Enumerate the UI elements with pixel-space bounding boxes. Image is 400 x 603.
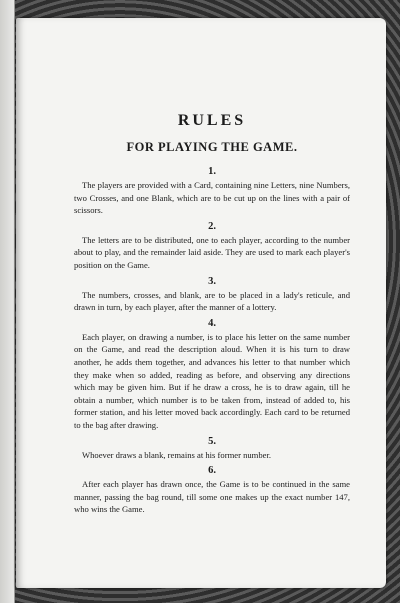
rule-5 xyxy=(74,436,350,462)
rule-2 xyxy=(74,221,350,272)
page-title: RULES xyxy=(177,112,247,129)
rule-text: The numbers, crosses, and blank, are to be placed in a lady's reticule, and drawn in turn, by each player, after the manner of a lottery. xyxy=(74,289,350,313)
book-gutter xyxy=(0,0,15,603)
rule-number: 6. xyxy=(208,465,216,477)
page-subtitle: FOR PLAYING THE GAME. xyxy=(126,140,298,154)
rule-text: The players are provided with a Card, containing nine Letters, nine Numbers, two Crosses, and one Blank, which are to be cut up on the lines with a pair of scissors. xyxy=(74,180,350,216)
rule-6 xyxy=(74,465,350,516)
rule-number: 4. xyxy=(208,317,216,329)
rule-text: Whoever draws a blank, remains at his former number. xyxy=(82,449,271,460)
rule-number: 5. xyxy=(208,435,216,447)
rule-text: After each player has drawn once, the Game is to be continued in the same manner, passing the bag round, till some one makes up the exact number 147, who wins the Game. xyxy=(74,479,350,515)
rule-number: 2. xyxy=(208,220,216,232)
rule-1 xyxy=(74,166,350,217)
rule-3 xyxy=(74,276,350,314)
rule-text: Each player, on drawing a number, is to place his letter on the same number on the Game, and read the description aloud. When it is his turn to draw another, he adds them together, and advances his letter to that number which they make when so added, reading as before, and observing any directions which may be given him. But if he draw a cross, he is to draw again, till he obtain a number, which number is to be taken from, instead of added to, his former station, and his letter moved back accordingly. Each card to be returned to the bag after drawing. xyxy=(74,331,350,430)
rule-text: The letters are to be distributed, one to each player, according to the number about to play, and the remainder laid aside. They are used to mark each player's position on the Game. xyxy=(74,234,350,270)
rules-text-block xyxy=(74,112,350,520)
rule-number: 1. xyxy=(208,166,216,177)
rule-number: 3. xyxy=(208,275,216,287)
rule-4 xyxy=(74,318,350,432)
